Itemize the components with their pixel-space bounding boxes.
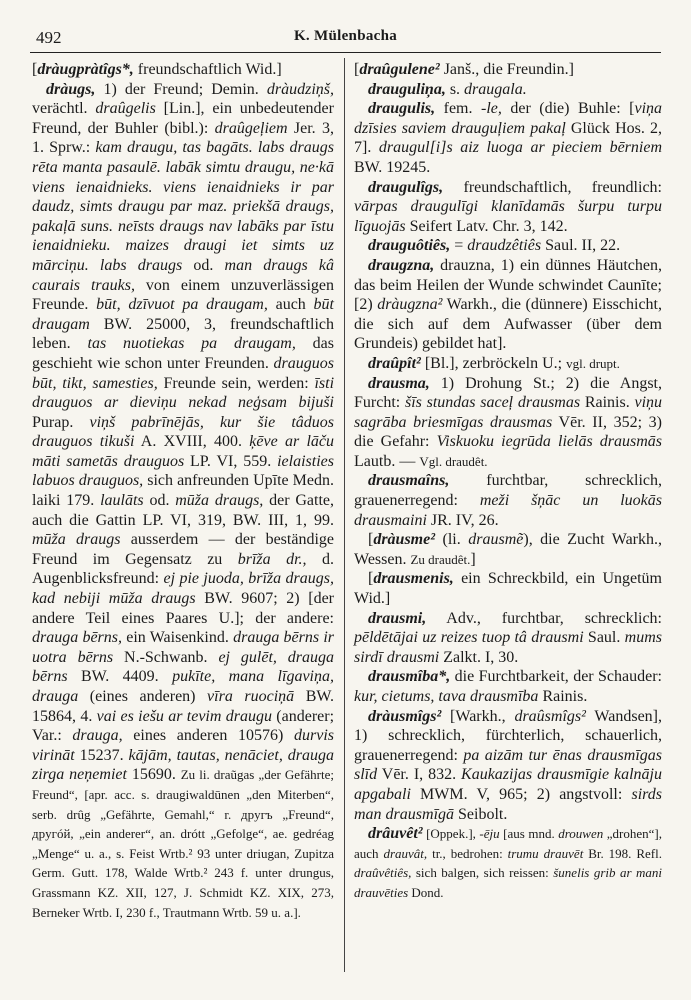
entry-drausma [354,374,662,472]
example-text: šīs stundas saceļ drausmas [404,394,581,412]
definition-text: BW. 4409. [67,668,173,686]
example-text: draûvêtiês, [354,865,412,881]
small-note: vgl. drupt. [566,355,620,371]
entry-draugpratigs [32,60,334,80]
small-note: Br. 198. Refl. [583,845,662,861]
running-title: K. Mülenbacha [293,28,398,44]
definition-text: MWM. V, 965; 2) angstvoll: [410,785,632,803]
page-header [30,22,661,53]
definition-text: Seifert Latv. Chr. 3, 142. [405,217,568,235]
headword: drausma, [368,374,430,392]
example-text: pa aizām tur ēnas drausmīgas slīd [354,746,663,784]
example-text: drauguos būt, tikt, samesties, [32,354,334,392]
entry-drauguotiēs [354,236,662,256]
example-text: drauga bērns, [32,629,123,647]
definition-text: BW. 9607; 2) [der andere Teil eines Paares U.]; der andere: [32,590,334,627]
small-note: Zu draudêt. [410,551,471,567]
example-text: pēldētājai uz reizes tuop tâ drausmi [354,629,584,647]
example-text: le, [486,100,502,118]
page-number: 492 [36,28,62,47]
small-note: „drohen“], auch [354,826,662,861]
definition-text: [ [354,61,360,78]
headword: drausmenis, [373,570,454,588]
definition-text: die Furchtbarkeit, der Schauder: [450,668,662,686]
example-text: draûgelis [95,100,156,118]
example-text: kājām, tautas, nenāciet, drauga zirga neņemiet [32,746,334,784]
headword: dràusmîgs² [368,707,442,725]
example-text: tas nuotiekas pa draugam, [87,335,296,353]
example-text: vārpas draugulīgi klanīdamās šurpu turpu līguojās [354,198,662,235]
definition-text: Wandsen], 1) schrecklich, fürchterlich, schauerlich, grauenerregend: [354,707,663,764]
entry-drausmenis [354,569,662,608]
headword: drausmaîns, [368,472,450,490]
example-text: sirds man drausmīgā [354,785,662,823]
definition-text: Saul. II, 22. [541,237,621,255]
example-text: trumu drauvēt [507,845,584,861]
example-text: durvis virināt [32,727,334,764]
headword: dràugs, [46,80,96,98]
example-text: laulāts [100,492,144,510]
definition-text: Freunde sein, werden: [157,374,315,392]
entry-drauguliņa [354,80,662,100]
definition-text: fem. - [435,100,487,118]
example-text: ej gulēt, drauga bērns [32,648,334,686]
definition-text: [Bl.], zerbröckeln U.; [420,354,567,372]
definition-text: auch [267,296,314,314]
headword: drausmîba*, [368,668,451,686]
example-text: būt, dzīvuot pa draugam, [96,296,268,314]
example-text: ej pie juoda, brīža draugs, kad nebiji mūža draugs [32,570,334,608]
entry-draugulīgs [354,178,662,237]
headword: draugulîgs, [368,178,444,196]
example-text: mūža draugs [32,531,121,549]
example-text: kam draugu, tas bagāts. labs draugs rēta manta pasaulē. labāk simtu draugu, ne·kā viens ienaidnieks. viens ienaidnieks ir par daudz, simts draugu par maz. priekšā draugs, pakaļā suns. neīsts draugs nav labāks par īstu ienaidnieku. maizes draugi iet simts uz mārciņu. labs draugs [32,139,335,274]
column-divider [344,58,345,972]
definition-text: Glück Hos. 2, 7]. [354,119,662,157]
example-text: mums sirdī drausmi [354,629,662,666]
definition-text: s. [445,80,465,98]
definition-text: sich anfreunden Upīte Medn. laiki 179. [32,472,335,510]
example-text: kur, cietums, tava drausmība [354,688,539,705]
example-text: vīra ruociņā [207,688,295,705]
definition-text: Seibolt. [454,805,508,823]
definition-text: od. [143,492,176,510]
example-text: draugala. [464,80,527,98]
definition-text: ausserdem — der beständige Freund im Gegensatz zu [32,531,334,568]
example-text: drauga, [72,727,123,745]
example-text: īsti drauguos ar dieviņu nekad neģsam bijuši [32,374,335,412]
definition-text: [Warkh., [441,707,515,725]
definition-text: drauzna, 1) ein dünnes Häutchen, das beim Heilen der Wunde schwindet Caunīte; [2) [354,256,662,314]
definition-text: Warkh., die (dünnere) Eisschicht, die sich auf dem Aufwasser (über dem Grundeis) gebildet hat]. [354,296,662,353]
definition-text: ), die Zucht Warkh., Wessen. [354,531,663,568]
example-text: draûsmîgs² [514,707,586,725]
example-text: būt draugam [32,296,334,333]
example-text: viņa dzīsies saviem drauguļiem pakaļ [354,100,663,137]
definition-text: N.-Schwanb. [113,648,219,666]
definition-text: verächtl. [32,100,96,118]
example-text: man draugs kâ caurais trauks, [32,256,334,294]
headword: draugulis, [368,100,436,118]
definition-text: = [450,237,468,255]
entry-drausme [354,530,662,569]
definition-text: [ [368,570,374,588]
small-note: sich balgen, sich reissen: [411,865,554,881]
definition-text: (li. [435,531,469,549]
definition-text: Rainis. [538,688,588,705]
headword: drâuvêt² [368,825,423,843]
headword: draûpît² [368,354,421,372]
definition-text: [Lin.], ein unbedeutender Freund, der Buhler (bibl.): [32,100,334,137]
definition-text: Saul. [583,629,625,647]
definition-text: Janš., die Freundin.] [439,61,574,78]
definition-text: Jer. 3, 1. Sprw.: [32,119,335,157]
example-text: draugul[i]s aiz luoga ar pieciem bērniem [378,139,662,157]
entry-drauvet [354,824,662,902]
definition-text: od. [182,256,225,274]
example-text: viņu sagrāba briesmīgas drausmas [354,394,663,431]
definition-text: ein Schreckbild, ein Ungetüm Wid.] [354,570,662,608]
definition-text: BW. 15864, 4. [32,688,334,725]
definition-text: JR. IV, 26. [426,511,499,529]
example-text: šunelis grib ar mani drauvēties [354,865,662,900]
example-text: drouwen [558,826,604,842]
entry-drausmi [354,609,662,668]
entry-draugs [32,80,334,923]
example-text: vai es iešu ar tevim draugu [96,707,272,725]
entry-draugulis [354,99,662,177]
right-column [354,60,662,903]
example-text: drauvât, [383,845,428,861]
entry-draugulene [354,60,662,80]
headword: dràugpràtîgs*, [37,61,134,78]
example-text: ķēve ar lāču māti sametās drauguos [32,433,335,470]
headword: draûgulene² [359,61,440,78]
headword: draugzna, [368,256,435,274]
definition-text: Vēr. I, 832. [377,766,462,784]
example-text: drausmẽ [468,531,524,549]
definition-text: LP. VI, 559. [184,452,278,470]
entry-draugzna [354,256,662,354]
etymology-notes: Zu li. draũgas „der Gefährte; Freund“, [apr. acc. s. draugiwaldūnen „den Miterben“, serb. drûg „Gefährte, Gemahl,“ r. дpyгъ „Freund“, дpyгóй, „ein anderer“, an. drótt „Gefolge“, ae. gedréag „Menge“ u. a., s. Feist Wrtb.² 93 unter driugan, Zupitza Germ. Gutt. 178, Walde Wrtb.² 243 f. unter drungus, Grassmann KZ. XII, 127, J. Schmidt KZ. XIX, 273, Berneker Wrtb. I, 230 f., Trautmann Wrtb. 59 u. a.]. [32,767,335,920]
definition-text: BW. 19245. [354,158,431,176]
definition-text: von einem unzuverlässigen Freunde. [32,276,335,314]
example-text: ēju [483,826,500,842]
definition-text: Purap. [32,413,90,431]
definition-text: der Gatte, auch die Gattin LP. VI, 319, BW. III, 1, 99. [32,492,334,529]
example-text: dràugzna² [377,296,443,314]
entry-drausmigs [354,707,662,825]
headword: drauguôtiês, [368,237,451,255]
example-text: dràudziņš, [266,80,334,98]
definition-text: (eines anderen) [78,688,208,705]
example-text: Viskuoku iegrūda lielās drausmās [436,433,662,451]
definition-text: das geschieht wie schon unter Freunden. [32,335,335,372]
definition-text: 15237. [74,746,129,764]
definition-text: der (die) Buhle: [ [501,100,635,118]
example-text: Kaukazijas drausmīgie kalnāju apgabali [354,766,662,803]
definition-text: ein Waisenkind. [122,629,234,647]
definition-text: Zalkt. I, 30. [439,648,519,666]
small-note: tr., bedrohen: [427,845,508,861]
example-text: drauga bērns ir uotra bērns [32,629,334,666]
definition-text: [ [368,531,374,549]
definition-text: [ [32,61,38,78]
example-text: viņš pabrīnējās, kur šie tâduos drauguos tikuši [32,413,334,451]
example-text: ielaisties labuos drauguos, [32,452,334,490]
headword: drauguliņa, [368,80,446,98]
definition-text: d. Augenblicksfreund: [32,550,335,588]
entry-draupit [354,354,662,374]
example-text: pukīte, mana līgaviņa, drauga [32,668,334,705]
example-text: draudzêtiês [467,237,542,255]
definition-text: A. XVIII, 400. [134,433,250,451]
small-note: Vgl. draudêt. [419,453,488,469]
definition-text: eines anderen 10576) [122,727,294,745]
definition-text: furchtbar, schrecklich, grauenerregend: [354,472,662,510]
definition-text: (anderer; Var.: [32,707,335,745]
small-note: [aus mnd. [499,826,559,842]
entry-drausmains [354,471,662,530]
example-text: draûgeļiem [214,119,288,137]
definition-text: 1) Drohung St.; 2) die Angst, Furcht: [354,374,662,412]
definition-text: ] [470,550,476,568]
headword: drausmi, [368,609,427,627]
small-note: [Oppek.], - [422,826,484,842]
definition-text: Adv., furchtbar, schrecklich: [426,609,662,627]
definition-text: Lautb. — [354,452,420,470]
example-text: mūža draugs, [175,492,264,510]
definition-text: Vēr. II, 352; 3) die Gefahr: [354,413,662,451]
definition-text: BW. 25000, 3, freundschaftlich leben. [32,315,334,353]
example-text: brīža dr., [237,550,307,568]
definition-text: Rainis. [580,394,635,412]
example-text: meži šņāc un luokās drausmaini [354,492,662,529]
entry-drausmiba [354,667,662,706]
definition-text: freundschaftlich, freundlich: [443,178,662,196]
definition-text: 1) der Freund; Demin. [95,80,267,98]
definition-text: 15690. [126,766,181,784]
definition-text: freundschaftlich Wid.] [133,61,282,78]
left-column [32,60,334,922]
headword: dràusme² [373,531,436,549]
small-note: Dond. [408,884,444,900]
